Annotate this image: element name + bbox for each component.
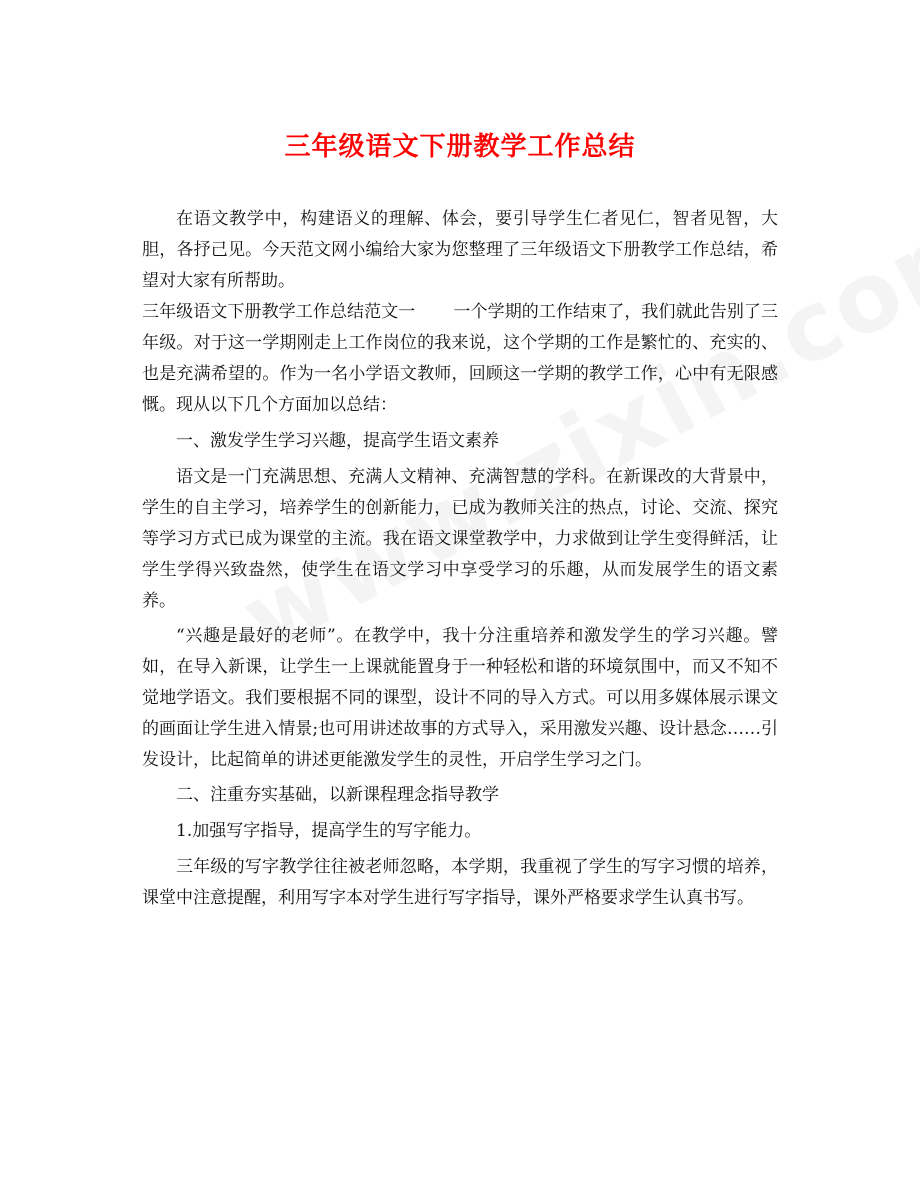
subheading-2: 二、注重夯实基础，以新课程理念指导教学 <box>176 785 499 805</box>
intro-paragraph: 在语文教学中，构建语义的理解、体会，要引导学生仁者见仁，智者见智，大胆，各抒己见。今天范文网小编给大家为您整理了三年级语文下册教学工作总结，希望对大家有所帮助。 <box>142 209 778 291</box>
body-paragraph-2: “兴趣是最好的老师”。在教学中，我十分注重培养和激发学生的学习兴趣。譬如，在导入新课，让学生一上课就能置身于一种轻松和谐的环境氛围中，而又不知不觉地学语文。我们要根据不同的课型，设计不同的导入方式。可以用多媒体展示课文的画面让学生进入情景;也可用讲述故事的方式导入，采用激发兴趣、设计悬念……引发设计，比起简单的讲述更能激发学生的灵性，开启学生学习之门。 <box>142 626 778 770</box>
subheading-1: 一、激发学生学习兴趣，提高学生语文素养 <box>176 431 499 451</box>
body-paragraph-1: 语文是一门充满思想、充满人文精神、充满智慧的学科。在新课改的大背景中，学生的自主学习，培养学生的创新能力，已成为教师关注的热点，讨论、交流、探究等学习方式已成为课堂的主流。我在语文课堂教学中，力求做到让学生变得鲜活，让学生学得兴致盎然，使学生在语文学习中享受学习的乐趣，从而发展学生的语文素养。 <box>142 467 778 611</box>
document-body <box>142 204 778 914</box>
body-paragraph-3: 三年级的写字教学往往被老师忽略，本学期，我重视了学生的写字习惯的培养，课堂中注意提醒，利用写字本对学生进行写字指导，课外严格要求学生认真书写。 <box>142 857 778 908</box>
subheading-2-1: 1.加强写字指导，提高学生的写字能力。 <box>176 821 482 841</box>
section-heading: 三年级语文下册教学工作总结范文一 <box>142 302 416 322</box>
document-title: 三年级语文下册教学工作总结 <box>284 132 636 162</box>
opening-paragraph: 一个学期的工作结束了，我们就此告别了三年级。对于这一学期刚走上工作岗位的我来说，这个学期的工作是繁忙的、充实的、也是充满希望的。作为一名小学语文教师，回顾这一学期的教学工作，心中有无限感慨。现从以下几个方面加以总结： <box>142 302 779 415</box>
section-paragraph <box>142 297 778 421</box>
